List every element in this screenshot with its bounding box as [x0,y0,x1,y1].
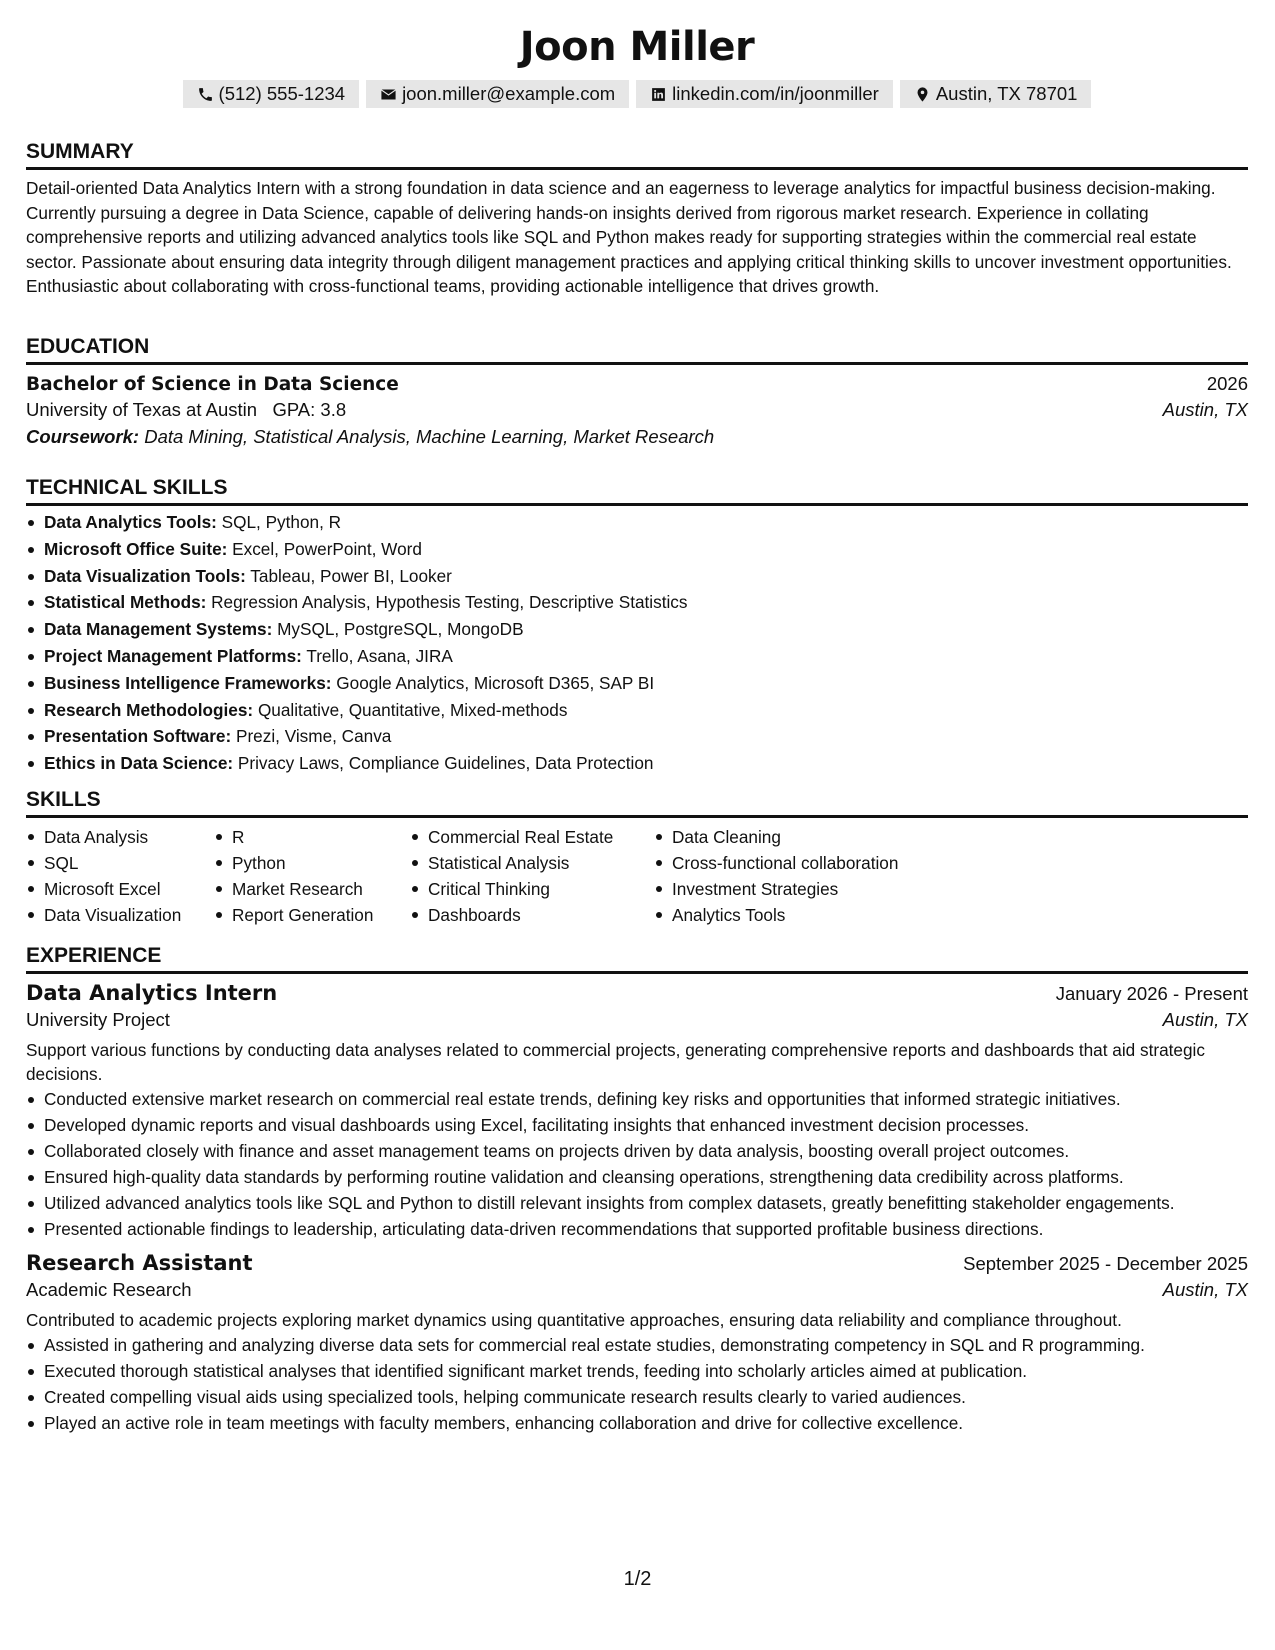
education-section [26,333,1248,448]
job-bullets [26,1087,1248,1241]
section-divider [26,503,1248,506]
coursework-label: Coursework: [26,426,140,447]
tech-skill-item: Data Visualization Tools: Tableau, Power BI, Looker [26,563,1248,590]
skill-item: Data Analysis [26,824,214,850]
skill-item: Microsoft Excel [26,876,214,902]
job-bullet: Assisted in gathering and analyzing diverse data sets for commercial real estate studies, demonstrating competency in SQL and R programming. [26,1333,1248,1357]
job-bullet: Conducted extensive market research on commercial real estate trends, defining key risks and opportunities that informed strategic initiatives. [26,1087,1248,1111]
job-bullet: Created compelling visual aids using specialized tools, helping communicate research results clearly to varied audiences. [26,1385,1248,1409]
job-dates: September 2025 - December 2025 [963,1253,1248,1274]
degree-row [26,373,1248,395]
job-bullet: Executed thorough statistical analyses that identified significant market trends, feeding into scholarly articles aimed at publication. [26,1359,1248,1383]
school-info [26,399,346,421]
tech-skill-item: Research Methodologies: Qualitative, Quantitative, Mixed-methods [26,697,1248,724]
gpa: GPA: 3.8 [272,399,347,420]
skill-item: Commercial Real Estate [410,824,654,850]
skill-item: Market Research [214,876,410,902]
job-description: Support various functions by conducting data analyses related to commercial projects, generating comprehensive reports and dashboards that aid strategic decisions. [26,1040,1205,1084]
summary-heading: SUMMARY [26,140,134,163]
technical-skills-list [26,509,1248,777]
tech-skill-item: Data Analytics Tools: SQL, Python, R [26,509,1248,536]
skill-item: SQL [26,850,214,876]
job-location: Austin, TX [1162,1009,1248,1030]
job-description: Contributed to academic projects exploring market dynamics using quantitative approaches, ensuring data reliability and compliance throughout. [26,1310,1122,1330]
skills-column [410,824,654,928]
job-title-row [26,981,1248,1005]
experience-section [26,942,1248,1437]
graduation-year: 2026 [1206,373,1248,394]
job-role: Data Analytics Intern [26,981,278,1005]
skill-item: Data Cleaning [654,824,954,850]
job-role: Research Assistant [26,1251,253,1275]
job-org-row [26,1279,1248,1301]
linkedin-chip[interactable] [636,80,893,108]
tech-skill-item: Statistical Methods: Regression Analysis, Hypothesis Testing, Descriptive Statistics [26,589,1248,616]
section-divider [26,971,1248,974]
phone-icon [197,86,214,103]
skill-item: Python [214,850,410,876]
experience-heading: EXPERIENCE [26,944,162,967]
section-divider [26,362,1248,365]
skills-column [214,824,410,928]
skill-item: Statistical Analysis [410,850,654,876]
phone-chip[interactable] [183,80,360,108]
job-org-row [26,1009,1248,1031]
technical-skills-heading: TECHNICAL SKILLS [26,476,228,499]
linkedin-icon [650,86,667,103]
tech-skill-item: Project Management Platforms: Trello, Asana, JIRA [26,643,1248,670]
job-location: Austin, TX [1162,1279,1248,1300]
job-entry [26,1251,1248,1435]
job-entry [26,981,1248,1241]
job-bullets [26,1333,1248,1435]
phone-text: (512) 555-1234 [218,83,346,104]
skill-item: Data Visualization [26,902,214,928]
section-divider [26,167,1248,170]
job-org: Academic Research [26,1279,192,1300]
skills-column [654,824,954,928]
summary-text: Detail-oriented Data Analytics Intern with a strong foundation in data science and an eagerness to leverage analytics for impactful business decision-making. Currently pursuing a degree in Data Science, capable of delivering hands-on insights derived from rigorous market research. Experience in collating comprehensive reports and utilizing advanced analytics tools like SQL and Python makes ready for supporting strategies within the commercial real estate sector. Passionate about ensuring data integrity through diligent management practices and applying critical thinking skills to uncover investment opportunities. Enthusiastic about collaborating with cross-functional teams, providing actionable intelligence that drives growth. [26,178,1232,296]
skills-column [26,824,214,928]
skills-heading: SKILLS [26,788,101,811]
location-text: Austin, TX 78701 [935,83,1078,104]
tech-skill-item: Microsoft Office Suite: Excel, PowerPoint, Word [26,536,1248,563]
skill-item: Report Generation [214,902,410,928]
job-bullet: Utilized advanced analytics tools like SQL and Python to distill relevant insights from complex datasets, greatly benefitting stakeholder engagements. [26,1191,1248,1215]
email-chip[interactable] [366,80,629,108]
tech-skill-item: Ethics in Data Science: Privacy Laws, Compliance Guidelines, Data Protection [26,750,1248,777]
skills-section [26,786,1248,928]
page-number: 1/2 [623,1568,652,1590]
location-chip [900,80,1092,108]
school-row [26,399,1248,421]
job-bullet: Played an active role in team meetings with faculty members, enhancing collaboration and drive for collective excellence. [26,1411,1248,1435]
degree-title: Bachelor of Science in Data Science [26,374,399,395]
school-name: University of Texas at Austin [26,399,258,420]
email-text: joon.miller@example.com [402,83,616,104]
job-bullet: Developed dynamic reports and visual dashboards using Excel, facilitating insights that enhanced investment decision processes. [26,1113,1248,1137]
envelope-icon [380,86,397,103]
tech-skill-item: Presentation Software: Prezi, Visme, Canva [26,723,1248,750]
education-heading: EDUCATION [26,335,150,358]
school-location: Austin, TX [1162,399,1248,420]
skill-item: Analytics Tools [654,902,954,928]
section-divider [26,815,1248,818]
skill-item: Critical Thinking [410,876,654,902]
skill-item: Dashboards [410,902,654,928]
technical-skills-section [26,474,1248,777]
map-pin-icon [914,86,931,103]
skill-item: Cross-functional collaboration [654,850,954,876]
coursework-list: Data Mining, Statistical Analysis, Machine Learning, Market Research [144,426,715,447]
skill-item: Investment Strategies [654,876,954,902]
linkedin-text: linkedin.com/in/joonmiller [672,83,879,104]
job-org: University Project [26,1009,170,1030]
skill-item: R [214,824,410,850]
job-dates: January 2026 - Present [1055,983,1248,1004]
job-bullet: Ensured high-quality data standards by performing routine validation and cleansing operations, strengthening data credibility across platforms. [26,1165,1248,1189]
coursework-line [26,426,1248,448]
tech-skill-item: Data Management Systems: MySQL, PostgreSQL, MongoDB [26,616,1248,643]
job-bullet: Collaborated closely with finance and asset management teams on projects driven by data analysis, boosting overall project outcomes. [26,1139,1248,1163]
job-bullet: Presented actionable findings to leadership, articulating data-driven recommendations that supported profitable business directions. [26,1217,1248,1241]
summary-section [26,138,1248,299]
contact-bar [26,80,1248,108]
job-title-row [26,1251,1248,1275]
skills-grid [26,824,1248,928]
candidate-name: Joon Miller [519,24,755,70]
tech-skill-item: Business Intelligence Frameworks: Google Analytics, Microsoft D365, SAP BI [26,670,1248,697]
